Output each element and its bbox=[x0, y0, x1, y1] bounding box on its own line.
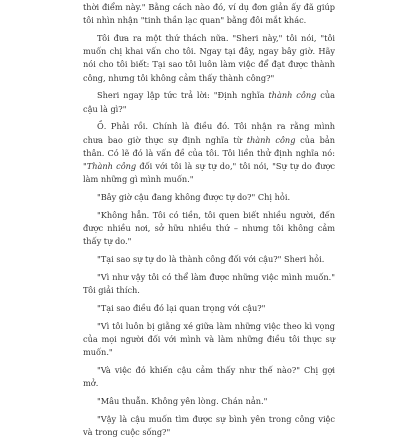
text-run: "Tại sao sự tự do là thành công đối với cậu?" Sheri hỏi. bbox=[97, 254, 325, 265]
text-run: Tôi đưa ra một thứ thách nữa. "Sheri này," tôi nói, "tôi muốn chị khai vấn cho tôi. Ngay tại đây, ngay bây giờ. Hãy nói cho tôi biết: Tại sao tôi luôn làm việc để đạt được thành công, nhưng tôi không cảm thấy thành công?" bbox=[83, 33, 335, 83]
text-run: "Vì như vậy tôi có thể làm được những việc mình muốn." Tôi giải thích. bbox=[83, 271, 335, 296]
text-run: "Và việc đó khiến cậu cảm thấy như thế nào?" Chị gợi mở. bbox=[83, 364, 335, 389]
paragraph-p11 bbox=[83, 364, 335, 390]
text-run: Ồ. Phải rồi. Chính là điều đó. Tôi nhận ra rằng mình chưa bao giờ thực sự định nghĩa từ bbox=[83, 121, 335, 145]
paragraph-p10 bbox=[83, 320, 335, 360]
text-run: đối với tôi là sự tự do," tôi nói, "Sự tự do được làm những gì mình muốn." bbox=[83, 161, 336, 185]
paragraph-p6 bbox=[83, 209, 335, 249]
paragraph-p3 bbox=[83, 89, 335, 115]
italic-run: Thành công bbox=[86, 161, 137, 172]
paragraph-p5 bbox=[83, 191, 335, 204]
paragraph-p1 bbox=[83, 1, 335, 27]
text-run: "Tại sao điều đó lại quan trọng với cậu?" bbox=[97, 302, 266, 313]
paragraph-p9 bbox=[83, 302, 335, 315]
text-run: "Mâu thuẫn. Không yên lòng. Chán nản." bbox=[97, 395, 268, 406]
text-run: "Vậy là cậu muốn tìm được sự bình yên trong công việc và trong cuộc sống?" bbox=[83, 413, 335, 437]
italic-run: thành công bbox=[268, 90, 317, 101]
text-run: "Bây giờ cậu đang không được tự do?" Chị hỏi. bbox=[97, 192, 291, 203]
text-run: của cậu là gì?" bbox=[83, 90, 336, 114]
text-run: "Vì tôi luôn bị giằng xé giữa làm những việc theo kì vọng của mọi người đối với mình và làm những điều tôi thực sự muốn." bbox=[83, 320, 335, 358]
text-run: thời điểm này." Bằng cách nào đó, ví dụ đơn giản ấy đã giúp tôi nhìn nhận "tinh thần lạc quan" bằng đôi mắt khác. bbox=[83, 2, 335, 26]
paragraph-p7 bbox=[83, 253, 335, 266]
paragraph-p12 bbox=[83, 395, 335, 408]
paragraph-p2 bbox=[83, 32, 335, 85]
text-run: "Không hẳn. Tôi có tiền, tôi quen biết nhiều người, đến được nhiều nơi, sở hữu nhiều thứ – nhưng tôi không cảm thấy tự do." bbox=[83, 209, 335, 247]
italic-run: thành công bbox=[246, 134, 296, 145]
body-text bbox=[83, 1, 335, 444]
paragraph-p8 bbox=[83, 271, 335, 297]
text-run: Sheri ngay lập tức trả lời: "Định nghĩa bbox=[97, 90, 269, 101]
paragraph-p13 bbox=[83, 413, 335, 439]
text-run: của bản thân. Có lẽ đó là vấn đề của tôi. Tôi liền thử định nghĩa nó: " bbox=[83, 134, 335, 172]
paragraph-p4 bbox=[83, 120, 335, 186]
